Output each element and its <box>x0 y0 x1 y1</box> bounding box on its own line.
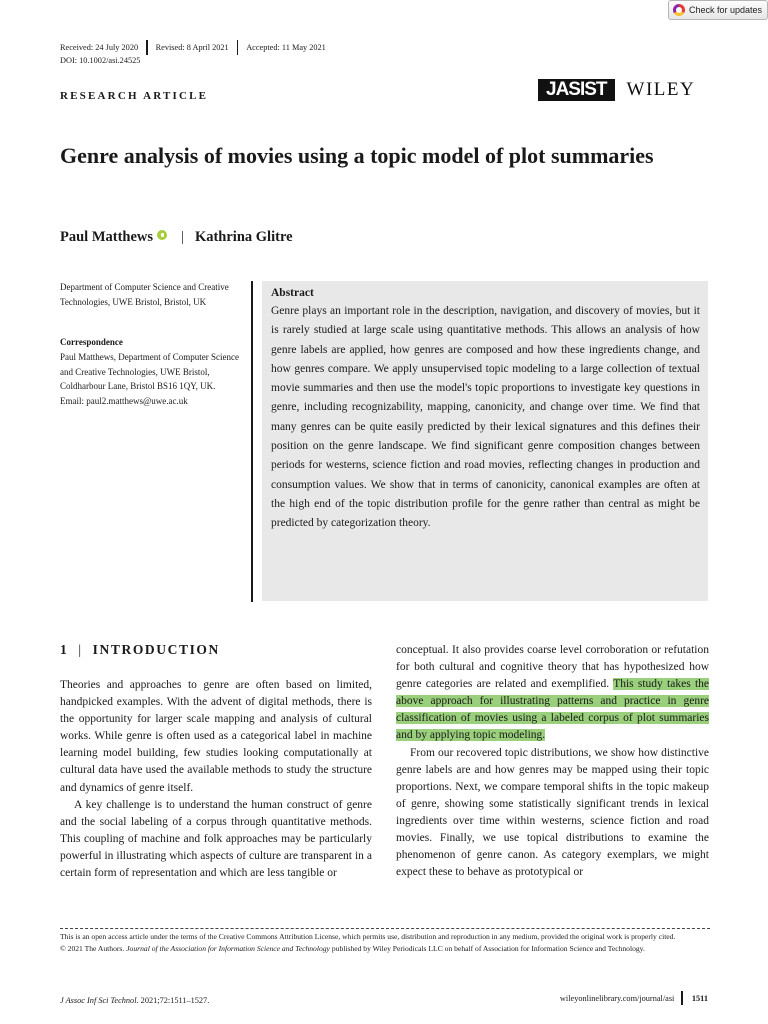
paragraph <box>396 642 709 745</box>
article-type: RESEARCH ARTICLE <box>60 90 209 102</box>
license-text: This is an open access article under the terms of the Creative Commons Attribution License, which permits use, distribution and reproduction in any medium, provided the original work is properly cited. <box>60 932 676 941</box>
affiliation: Department of Computer Science and Creative Technologies, UWE Bristol, Bristol, UK <box>60 282 229 307</box>
right-column <box>396 642 709 881</box>
check-for-updates-label: Check for updates <box>689 5 763 15</box>
abstract-box <box>262 281 708 601</box>
paragraph: From our recovered topic distributions, we show how distinctive genre labels are and how genres may be mapped using their topic proportions. Next, we compare temporal shifts in the topic makeup of genre, showing some statistically significant trends in lexical ingredients over time within westerns, science fiction and road movies. Finally, we use topical distributions to examine the phenomenon of genre canon. As category exemplars, we might expect these to behave as prototypical or <box>396 746 709 879</box>
journal-url[interactable]: wileyonlinelibrary.com/journal/asi <box>559 993 675 1003</box>
section-number: 1 <box>60 642 69 657</box>
publisher-logos <box>538 79 695 101</box>
author-name[interactable]: Paul Matthews <box>60 229 154 245</box>
citation <box>60 996 209 1005</box>
left-column <box>60 677 372 882</box>
correspondence-address: Paul Matthews, Department of Computer Science and Creative Technologies, UWE Bristol, Coldharbour Lane, Bristol BS16 1QY, UK. <box>60 352 239 391</box>
crossmark-icon <box>673 4 685 16</box>
abstract-text: Genre plays an important role in the description, navigation, and discovery of movies, but it is rarely studied at large scale using quantitative methods. This allows an analysis of how genre labels are applied, how genres are composed and how these ingredients change, and how genres compare. We apply unsupervised topic modeling to a large collection of textual movie summaries and then use the model's topic proportions to investigate key questions in genre, including recognizability, mapping, canonicity, and change over time. We find that many genres can be quite easily predicted by their lexical signatures and this defines their position on the genre landscape. We find significant genre composition changes between periods for westerns, science fiction and road movies, reflecting changes in production and consumption values. We show that in terms of canonicity, canonical examples are often at the high end of the topic distribution profile for the genre rather than central as might be predicted by categorization theory. <box>271 305 700 530</box>
date-divider <box>146 40 148 55</box>
revised-date: Revised: 8 April 2021 <box>155 43 229 52</box>
jasist-logo: JASIST <box>538 79 615 101</box>
citation-volume: 2021;72:1511–1527. <box>140 996 210 1005</box>
section-title: INTRODUCTION <box>92 642 220 657</box>
article-title: Genre analysis of movies using a topic model of plot summaries <box>60 143 654 168</box>
section-separator: | <box>78 642 83 657</box>
abstract-heading: Abstract <box>271 287 314 299</box>
footnote-divider <box>60 928 710 929</box>
section-heading <box>60 642 220 658</box>
citation-journal: J Assoc Inf Sci Technol. <box>60 996 139 1005</box>
paragraph-text: conceptual. It also provides coarse level corroboration or refutation for both cultural and cognitive theory that has hypothesized how genre categories are related and exemplified. <box>396 644 709 691</box>
author-separator: | <box>181 229 184 245</box>
page-number: 1511 <box>691 993 708 1003</box>
footer-divider <box>681 991 683 1005</box>
accepted-date: Accepted: 11 May 2021 <box>246 43 326 52</box>
highlighted-text: This study takes the above approach for illustrating patterns and practice in genre classification of movies using a labeled corpus of plot summaries and by applying topic modeling. <box>396 678 709 742</box>
article-dates <box>60 40 326 55</box>
doi: DOI: 10.1002/asi.24525 <box>60 56 141 65</box>
correspondence-email[interactable]: Email: paul2.matthews@uwe.ac.uk <box>60 395 188 406</box>
license-notice <box>60 931 708 956</box>
journal-name: Journal of the Association for Information Science and Technology <box>126 944 330 954</box>
orcid-icon[interactable] <box>157 230 167 240</box>
abstract-rule <box>251 281 253 602</box>
date-divider <box>237 40 239 55</box>
wiley-logo: WILEY <box>626 79 696 100</box>
copyright-suffix: published by Wiley Periodicals LLC on behalf of Association for Information Science and Technology. <box>331 944 645 954</box>
paragraph: Theories and approaches to genre are often based on limited, handpicked examples. With the advent of digital methods, there is the opportunity for larger scale mapping and analysis of cultural works. While genre is often used as a categorical label in machine learning model building, few studies looking computationally at cultural data have used the available methods to study the structure and dynamics of genre itself. <box>60 679 372 794</box>
copyright-text <box>60 943 708 955</box>
author-list <box>60 229 293 246</box>
correspondence-heading: Correspondence <box>60 337 123 347</box>
correspondence-block <box>60 350 250 408</box>
author-name[interactable]: Kathrina Glitre <box>194 229 293 245</box>
copyright-prefix: © 2021 The Authors. <box>60 944 125 954</box>
check-for-updates-button[interactable] <box>668 0 768 20</box>
footer-right <box>532 991 708 1005</box>
received-date: Received: 24 July 2020 <box>60 43 139 52</box>
paragraph: A key challenge is to understand the human construct of genre and the social labeling of a corpus through quantitative methods. This coupling of machine and folk approaches may be particularly powerful in illustrating which aspects of culture are transparent in a certain form of representation and which are less tangible or <box>60 798 372 880</box>
